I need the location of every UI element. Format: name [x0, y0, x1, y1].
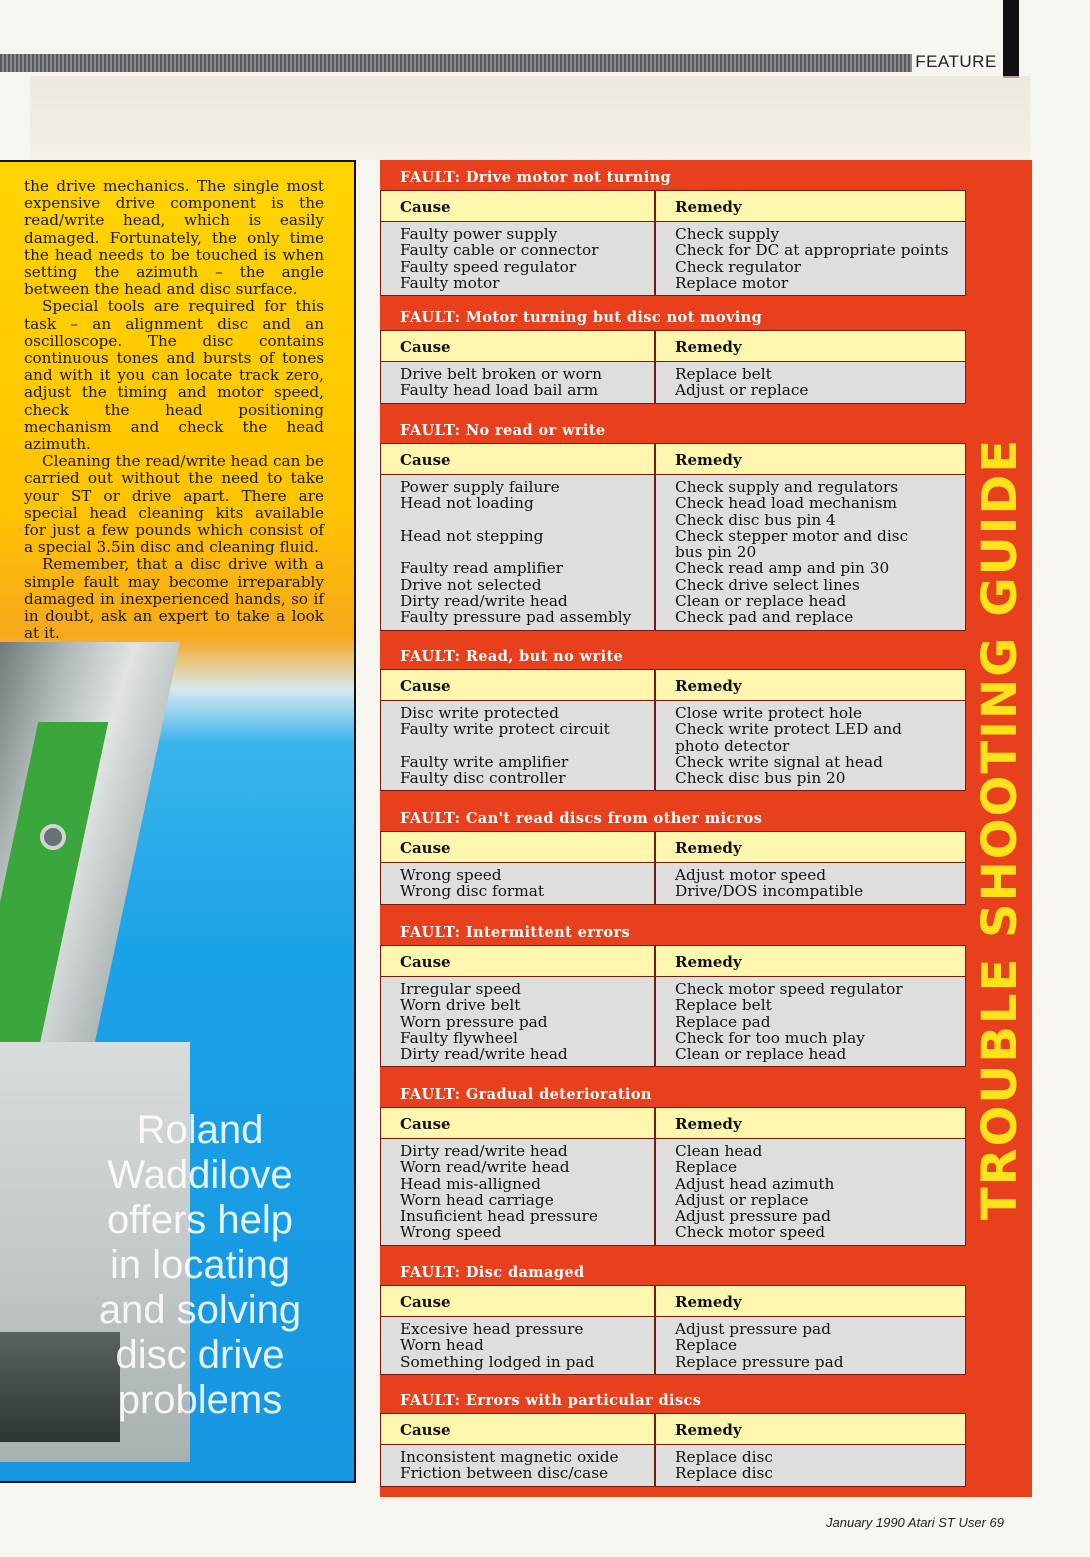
standfirst-line: problems	[117, 1378, 283, 1422]
article-body	[24, 178, 324, 642]
fault-grid	[380, 1107, 966, 1246]
fault-table	[380, 1260, 966, 1375]
fault-grid	[380, 831, 966, 905]
cause-header: Cause	[380, 190, 655, 222]
fault-table	[380, 305, 966, 404]
cause-column	[380, 330, 655, 404]
remedy-column	[655, 1107, 966, 1246]
cause-item: Drive not selected	[400, 575, 542, 594]
cause-item: Head not loading	[400, 494, 534, 513]
cause-item: Faulty write amplifier	[400, 752, 569, 771]
remedy-item: Check motor speed	[675, 1223, 826, 1242]
header-edge-tab	[1003, 0, 1019, 78]
cause-column	[380, 443, 655, 631]
cause-list	[380, 222, 655, 296]
remedy-item: Replace	[675, 1158, 737, 1177]
remedy-list	[655, 1139, 966, 1246]
fault-title: FAULT: Motor turning but disc not moving	[400, 309, 763, 326]
cause-item: Insuficient head pressure	[400, 1207, 598, 1226]
remedy-item: Drive/DOS incompatible	[675, 882, 864, 901]
fault-grid	[380, 1285, 966, 1375]
cause-item: Worn head carriage	[400, 1190, 554, 1209]
remedy-item: photo detector	[675, 736, 790, 755]
fault-title: FAULT: Read, but no write	[400, 648, 624, 665]
standfirst-line: Waddilove	[107, 1153, 293, 1197]
cause-item: Faulty power supply	[400, 225, 558, 243]
cause-header: Cause	[380, 1107, 655, 1139]
cause-item: Irregular speed	[400, 980, 522, 998]
header-rule	[0, 54, 912, 72]
cause-item: Faulty speed regulator	[400, 257, 577, 276]
cause-item: Faulty cable or connector	[400, 241, 599, 260]
remedy-column	[655, 1413, 966, 1487]
standfirst-line: and solving	[98, 1288, 302, 1332]
guide-title-text: TROUBLE SHOOTING GUIDE	[972, 437, 1028, 1220]
cause-header: Cause	[380, 831, 655, 863]
cause-list	[380, 475, 655, 631]
cause-header: Cause	[380, 1285, 655, 1317]
cause-item	[400, 512, 648, 528]
remedy-item: Check disc bus pin 20	[675, 769, 846, 788]
cause-item: Faulty flywheel	[400, 1028, 518, 1047]
standfirst-line: Roland	[136, 1108, 264, 1152]
screw-hole-icon	[40, 824, 66, 850]
remedy-list	[655, 701, 966, 791]
cause-item	[400, 738, 648, 754]
cause-header: Cause	[380, 669, 655, 701]
remedy-list	[655, 863, 966, 905]
remedy-item: Check head load mechanism	[675, 494, 898, 513]
fault-table	[380, 1082, 966, 1246]
cause-column	[380, 1107, 655, 1246]
cause-item: Head mis-alligned	[400, 1174, 541, 1193]
page-footer: January 1990 Atari ST User 69	[826, 1515, 1004, 1530]
cause-item: Faulty motor	[400, 273, 500, 292]
remedy-item: Replace belt	[675, 996, 772, 1015]
cause-item: Excesive head pressure	[400, 1320, 584, 1338]
remedy-list	[655, 475, 966, 631]
remedy-header: Remedy	[655, 669, 966, 701]
remedy-column	[655, 443, 966, 631]
remedy-column	[655, 1285, 966, 1375]
remedy-item: Check supply and regulators	[675, 478, 899, 496]
fault-title: FAULT: Can't read discs from other micros	[400, 810, 763, 827]
remedy-item: Adjust pressure pad	[675, 1320, 831, 1338]
cause-column	[380, 1285, 655, 1375]
fault-title: FAULT: Drive motor not turning	[400, 169, 672, 186]
remedy-list	[655, 1445, 966, 1487]
cause-item	[400, 544, 648, 560]
cause-item: Worn pressure pad	[400, 1012, 548, 1031]
fault-grid	[380, 945, 966, 1067]
remedy-header: Remedy	[655, 1107, 966, 1139]
remedy-header: Remedy	[655, 831, 966, 863]
fault-table	[380, 1388, 966, 1487]
cause-item: Wrong disc format	[400, 882, 544, 901]
standfirst	[60, 1108, 340, 1423]
article-paragraph: the drive mechanics. The single most expensive drive component is the read/write head, which is easily damaged. Fortunately, the only time the head needs to be touched is when setting the azimuth – the angle between the head and disc surface.	[24, 177, 324, 299]
remedy-item: Replace disc	[675, 1464, 773, 1483]
cause-item: Disc write protected	[400, 704, 559, 722]
remedy-item: Replace	[675, 1336, 737, 1355]
cause-item: Worn head	[400, 1336, 484, 1355]
cause-item: Faulty write protect circuit	[400, 720, 610, 739]
fault-table	[380, 644, 966, 791]
cause-list	[380, 977, 655, 1067]
cause-item: Faulty read amplifier	[400, 559, 563, 578]
article-panel	[0, 160, 356, 1483]
cause-item: Faulty pressure pad assembly	[400, 608, 632, 627]
cause-item: Worn read/write head	[400, 1158, 570, 1177]
cause-item: Drive belt broken or worn	[400, 365, 602, 383]
fault-title: FAULT: No read or write	[400, 422, 606, 439]
remedy-header: Remedy	[655, 330, 966, 362]
remedy-item: Check stepper motor and disc	[675, 526, 909, 545]
cause-item: Wrong speed	[400, 1223, 502, 1242]
remedy-list	[655, 362, 966, 404]
standfirst-line: offers help	[106, 1198, 294, 1242]
remedy-item: Check for DC at appropriate points	[675, 241, 949, 260]
cause-item: Something lodged in pad	[400, 1352, 595, 1371]
cause-item: Inconsistent magnetic oxide	[400, 1448, 619, 1466]
article-paragraph: Remember, that a disc drive with a simple fault may become irreparably damaged in inexperienced hands, so if in doubt, ask an expert to take a look at it.	[24, 555, 324, 643]
fault-table	[380, 418, 966, 631]
cause-list	[380, 1445, 655, 1487]
remedy-list	[655, 1317, 966, 1375]
remedy-item: Adjust head azimuth	[675, 1174, 835, 1193]
cause-item: Worn drive belt	[400, 996, 521, 1015]
cause-column	[380, 1413, 655, 1487]
article-paragraph: Special tools are required for this task – an alignment disc and an oscilloscope. The disc contains continuous tones and bursts of tones and with it you can locate track zero, adjust the timing and motor speed, check the head positioning mechanism and check the head azimuth.	[24, 297, 324, 454]
remedy-header: Remedy	[655, 1413, 966, 1445]
remedy-list	[655, 977, 966, 1067]
remedy-column	[655, 831, 966, 905]
remedy-header: Remedy	[655, 443, 966, 475]
remedy-item: Check pad and replace	[675, 608, 854, 627]
remedy-header: Remedy	[655, 945, 966, 977]
remedy-list	[655, 222, 966, 296]
fault-grid	[380, 443, 966, 631]
section-label: FEATURE	[915, 52, 997, 71]
article-paragraph: Cleaning the read/write head can be carried out without the need to take your ST or drive apart. There are special head cleaning kits available for just a few pounds which consist of a special 3.5in disc and cleaning fluid.	[24, 452, 324, 557]
cause-item: Head not stepping	[400, 526, 544, 545]
fault-title: FAULT: Errors with particular discs	[400, 1392, 702, 1409]
fault-title: FAULT: Gradual deterioration	[400, 1086, 652, 1103]
cause-item: Dirty read/write head	[400, 592, 568, 611]
remedy-item: Adjust motor speed	[675, 866, 827, 884]
fault-title: FAULT: Disc damaged	[400, 1264, 585, 1281]
remedy-item: Check supply	[675, 225, 780, 243]
cause-header: Cause	[380, 1413, 655, 1445]
remedy-item: Check disc bus pin 4	[675, 510, 836, 529]
remedy-item: Replace pad	[675, 1012, 771, 1031]
remedy-item: Replace pressure pad	[675, 1352, 844, 1371]
remedy-item: Check drive select lines	[675, 575, 860, 594]
cause-item: Power supply failure	[400, 478, 560, 496]
fault-table	[380, 806, 966, 905]
cause-item: Faulty head load bail arm	[400, 381, 599, 400]
remedy-item: Replace belt	[675, 365, 772, 383]
guide-title	[968, 160, 1032, 1497]
background-bleed	[30, 76, 1030, 160]
cause-column	[380, 831, 655, 905]
remedy-header: Remedy	[655, 1285, 966, 1317]
cause-list	[380, 362, 655, 404]
standfirst-line: in locating	[109, 1243, 291, 1287]
remedy-item: Check regulator	[675, 257, 801, 276]
remedy-column	[655, 669, 966, 791]
cause-item: Faulty disc controller	[400, 769, 566, 788]
remedy-item: Adjust or replace	[675, 381, 809, 400]
remedy-column	[655, 945, 966, 1067]
cause-item: Wrong speed	[400, 866, 502, 884]
standfirst-line: disc drive	[115, 1333, 285, 1377]
fault-table	[380, 920, 966, 1067]
remedy-item: Check read amp and pin 30	[675, 559, 890, 578]
cause-column	[380, 669, 655, 791]
fault-grid	[380, 1413, 966, 1487]
remedy-item: Check write signal at head	[675, 752, 883, 771]
remedy-item: Clean or replace head	[675, 1045, 847, 1064]
cause-header: Cause	[380, 945, 655, 977]
cause-item: Dirty read/write head	[400, 1142, 568, 1160]
remedy-item: Clean head	[675, 1142, 763, 1160]
fault-grid	[380, 669, 966, 791]
cause-item: Friction between disc/case	[400, 1464, 609, 1483]
fault-grid	[380, 190, 966, 296]
remedy-item: Close write protect hole	[675, 704, 863, 722]
cause-header: Cause	[380, 330, 655, 362]
cause-list	[380, 1139, 655, 1246]
remedy-item: Replace disc	[675, 1448, 773, 1466]
cause-item: Dirty read/write head	[400, 1045, 568, 1064]
fault-title: FAULT: Intermittent errors	[400, 924, 631, 941]
fault-table	[380, 165, 966, 296]
remedy-item: Clean or replace head	[675, 592, 847, 611]
cause-list	[380, 863, 655, 905]
remedy-header: Remedy	[655, 190, 966, 222]
cause-list	[380, 701, 655, 791]
cause-column	[380, 945, 655, 1067]
remedy-item: Adjust pressure pad	[675, 1207, 831, 1226]
cause-header: Cause	[380, 443, 655, 475]
remedy-item: Adjust or replace	[675, 1190, 809, 1209]
remedy-item: bus pin 20	[675, 543, 757, 562]
fault-grid	[380, 330, 966, 404]
remedy-item: Check for too much play	[675, 1028, 865, 1047]
remedy-column	[655, 330, 966, 404]
cause-column	[380, 190, 655, 296]
remedy-column	[655, 190, 966, 296]
remedy-item: Check motor speed regulator	[675, 980, 903, 998]
cause-list	[380, 1317, 655, 1375]
remedy-item: Replace motor	[675, 273, 789, 292]
remedy-item: Check write protect LED and	[675, 720, 902, 739]
